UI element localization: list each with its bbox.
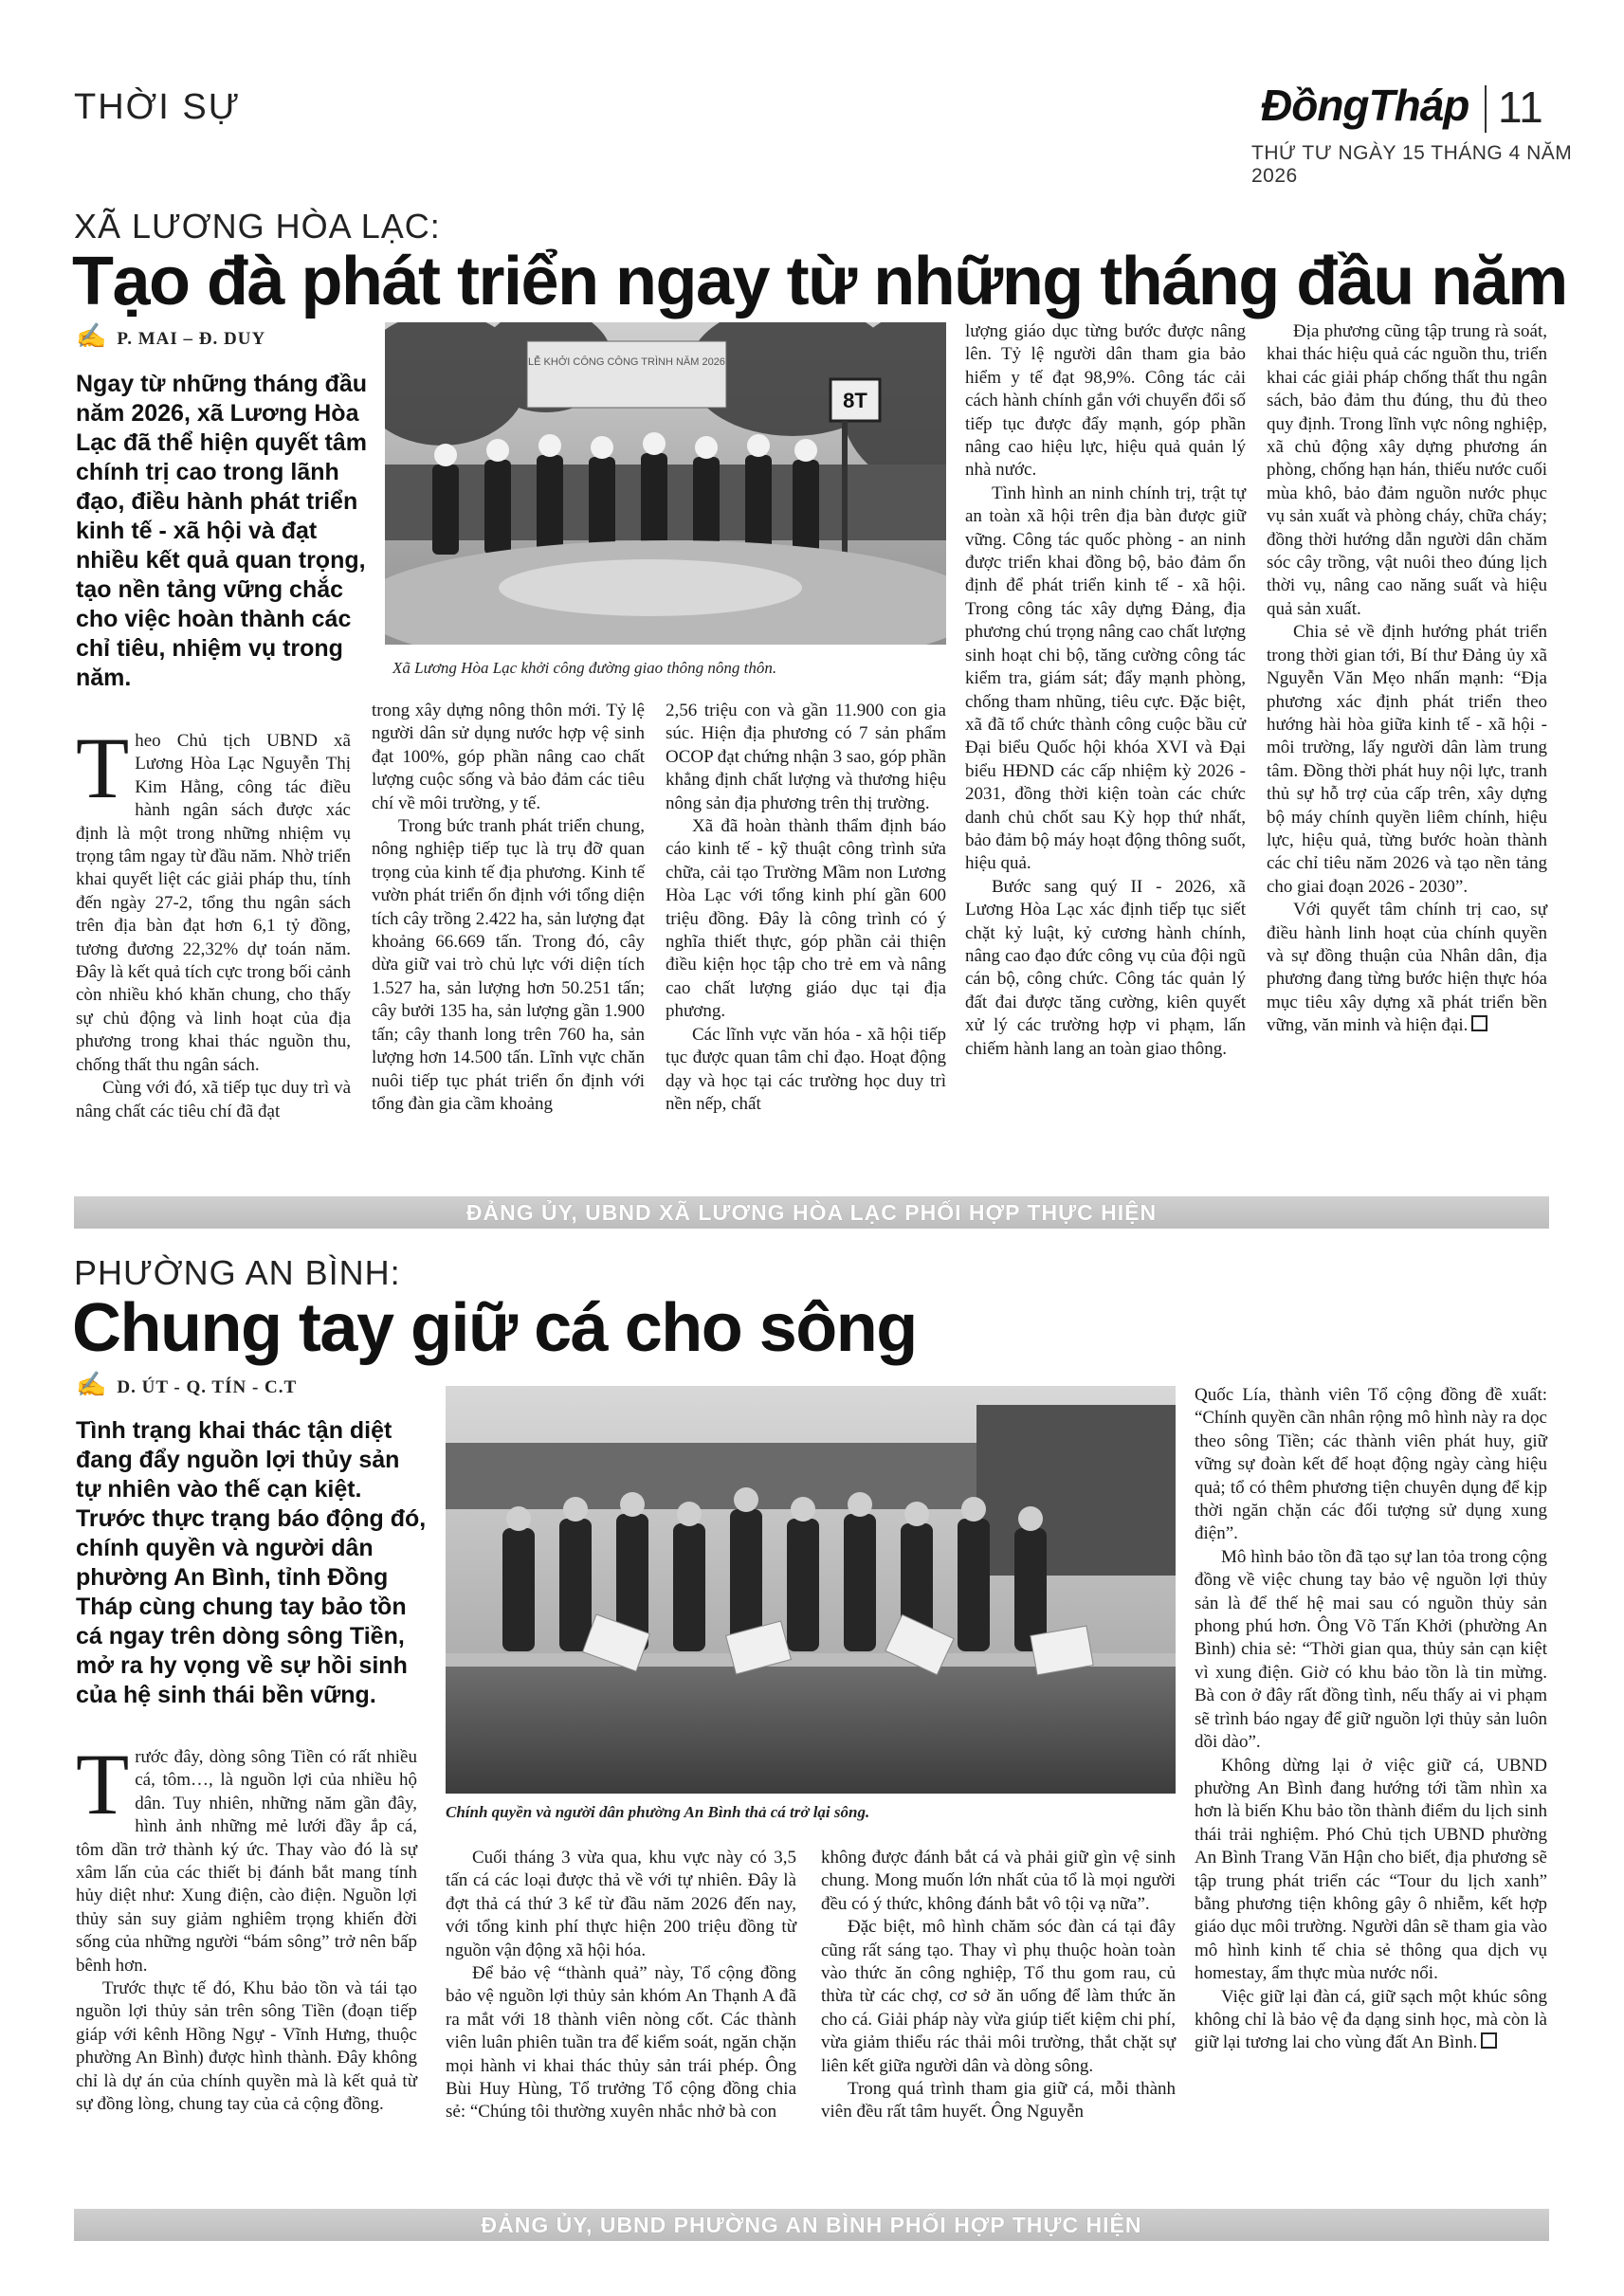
article2-author: D. ÚT - Q. TÍN - C.T [117, 1377, 298, 1397]
article2-paragraph: không được đánh bắt cá và phải giữ gìn vệ sinh chung. Mong muốn lớn nhất của tổ là mọi người đều có ý thức, không đánh bắt vô tội vạ nữa”. [821, 1848, 1176, 1914]
article1-paragraph: Địa phương cũng tập trung rà soát, khai thác hiệu quả các nguồn thu, triển khai các giải pháp chống thất thu ngân sách, bảo đảm thu đúng, thu đủ theo quy định. Trong lĩnh vực nông nghiệp, xã chủ động xây dựng phương án phòng, chống hạn hán, thiếu nước cuối mùa khô, bảo đảm nguồn nước phục vụ sản xuất và phòng cháy, chữa cháy; đồng thời hướng dẫn người dân chăm sóc cây trồng, vật nuôi theo đúng lịch thời vụ, nâng cao năng suất và hiệu quả sản xuất. [1267, 321, 1547, 619]
article1-dropcap: T [76, 720, 130, 816]
article1-column-5 [1267, 320, 1547, 1038]
article1-photo [385, 322, 946, 645]
pen-icon: ✍ [76, 322, 108, 350]
pen-icon: ✍ [76, 1371, 108, 1398]
article1-paragraph: Các lĩnh vực văn hóa - xã hội tiếp tục được quan tâm chỉ đạo. Hoạt động dạy và học tại các trường học duy trì nền nếp, chất [666, 1024, 946, 1114]
article2-byline [76, 1371, 297, 1399]
article2-lead: Tình trạng khai thác tận diệt đang đẩy nguồn lợi thủy sản tự nhiên vào thế cạn kiệt. Trước thực trạng báo động đó, chính quyền và người dân phường An Bình, tỉnh Đồng Tháp cùng chung tay bảo tồn cá ngay trên dòng sông Tiền, mở ra hy vọng về sự hồi sinh của hệ sinh thái bền vững. [76, 1417, 427, 1708]
article1-author: P. MAI – Đ. DUY [117, 329, 266, 349]
article1-column-4 [965, 320, 1246, 1061]
article1-kicker: XÃ LƯƠNG HÒA LẠC: [74, 207, 441, 246]
article1-paragraph: Với quyết tâm chính trị cao, sự điều hành linh hoạt của chính quyền và sự đồng thuận của Nhân dân, địa phương đang từng bước hiện thực hóa mục tiêu xây dựng xã phát triển bền vững, văn minh và hiện đại. [1267, 900, 1547, 1036]
section-label: THỜI SỰ [74, 87, 242, 127]
article2-paragraph: rước đây, dòng sông Tiền có rất nhiều cá, tôm…, là nguồn lợi của nhiều hộ dân. Tuy nhiên, những năm gần đây, hình ảnh những mẻ lưới đầy ắp cá, tôm dần trở thành ký ức. Thay vào đó là sự xâm lấn của các thiết bị đánh bắt mang tính hủy diệt như: Xung điện, cào điện. Nguồn lợi thủy sản suy giảm nghiêm trọng khiến đời sống của những người “bám sông” trở nên bấp bênh hơn. [76, 1747, 417, 1976]
article1-paragraph: Tình hình an ninh chính trị, trật tự an toàn xã hội trên địa bàn được giữ vững. Công tác quốc phòng - an ninh được triển khai đồng bộ, bảo đảm ổn định để phát triển kinh tế - xã hội. Trong công tác xây dựng Đảng, địa phương chú trọng nâng cao chất lượng sinh hoạt chi bộ, tăng cường công tác kiểm tra, giám sát; đẩy mạnh phòng, chống tham nhũng, tiêu cực. Đặc biệt, xã đã tổ chức thành công cuộc bầu cử Đại biểu Quốc hội khóa XVI và Đại biểu HĐND các cấp nhiệm kỳ 2026 - 2031, đồng thời kiện toàn các chức danh chủ chốt sau Kỳ họp thứ nhất, bảo đảm bộ máy hoạt động thông suốt, hiệu quả. [965, 483, 1246, 874]
article2-paragraph: Đặc biệt, mô hình chăm sóc đàn cá tại đây cũng rất sáng tạo. Thay vì phụ thuộc hoàn toàn vào thức ăn công nghiệp, Tổ thu gom rau, củ thừa từ các chợ, cơ sở ăn uống để làm thức ăn cho cá. Giải pháp này vừa giúp tiết kiệm chi phí, vừa giảm thiểu rác thải môi trường, thắt chặt sự liên kết giữa người dân và dòng sông. [821, 1917, 1176, 2076]
article2-photo [446, 1386, 1176, 1794]
sign-title: LỄ KHỞI CÔNG CÔNG TRÌNH NĂM 2026 [528, 356, 725, 368]
newspaper-logo: ĐồngTháp [1261, 81, 1469, 130]
article2-kicker: PHƯỜNG AN BÌNH: [74, 1253, 401, 1292]
article1-paragraph: trong xây dựng nông thôn mới. Tỷ lệ người dân sử dụng nước hợp vệ sinh đạt 100%, góp phần nâng cao chất lượng cuộc sống và bảo đảm các tiêu chí về môi trường, y tế. [372, 701, 645, 813]
article2-paragraph: Việc giữ lại đàn cá, giữ sạch một khúc sông không chỉ là bảo vệ đa dạng sinh học, mà còn là giữ lại tương lai cho vùng đất An Bình. [1195, 1986, 1547, 2053]
article1-paragraph: Trong bức tranh phát triển chung, nông nghiệp tiếp tục là trụ đỡ quan trọng của kinh tế địa phương. Kinh tế vườn phát triển ổn định với tổng diện tích cây trồng 2.422 ha, sản lượng đạt khoảng 66.669 tấn. Trong đó, cây dừa giữ vai trò chủ lực với diện tích 1.527 ha, sản lượng hơn 50.251 tấn; cây bưởi 135 ha, sản lượng gần 1.900 tấn; cây thanh long trên 760 ha, sản lượng hơn 14.500 tấn. Lĩnh vực chăn nuôi tiếp tục phát triển ổn định với tổng đàn gia cầm khoảng [372, 816, 645, 1114]
article1-paragraph: Xã đã hoàn thành thẩm định báo cáo kinh tế - kỹ thuật công trình sửa chữa, cải tạo Trường Mầm non Lương Hòa Lạc với tổng kinh phí gần 600 triệu đồng. Đây là công trình có ý nghĩa thiết thực, góp phần cải thiện điều kiện học tập cho trẻ em và nâng cao chất lượng giáo dục tại địa phương. [666, 816, 946, 1022]
groundbreaking-photo-icon [385, 322, 946, 645]
article2-paragraph: Cuối tháng 3 vừa qua, khu vực này có 3,5 tấn cá các loại được thả về với tự nhiên. Đây là đợt thả cá thứ 3 kể từ đầu năm 2026 đến nay, với tổng kinh phí thực hiện 200 triệu đồng từ nguồn vận động xã hội hóa. [446, 1848, 796, 1960]
article1-byline [76, 322, 265, 351]
article2-paragraph: Trước thực tế đó, Khu bảo tồn và tái tạo nguồn lợi thủy sản trên sông Tiền (đoạn tiếp giáp với kênh Hồng Ngự - Vĩnh Hưng, thuộc phường An Bình) được hình thành. Đây không chỉ là dự án của chính quyền mà là kết quả từ sự đồng lòng, chung tay của cả cộng đồng. [76, 1978, 417, 2115]
article1-sponsor-banner: ĐẢNG ỦY, UBND XÃ LƯƠNG HÒA LẠC PHỐI HỢP THỰC HIỆN [74, 1196, 1549, 1229]
header-divider [1485, 85, 1487, 133]
page-number: 11 [1498, 82, 1543, 132]
article1-paragraph: 2,56 triệu con và gần 11.900 con gia súc. Hiện địa phương có 7 sản phẩm OCOP đạt chứng nhận 3 sao, góp phần khẳng định chất lượng và thương hiệu nông sản địa phương trên thị trường. [666, 701, 946, 813]
article2-photo-caption: Chính quyền và người dân phường An Bình thả cá trở lại sông. [446, 1803, 870, 1821]
article2-column-1 [76, 1736, 417, 2117]
end-mark-icon [1481, 2032, 1497, 2049]
article2-headline: Chung tay giữ cá cho sông [72, 1290, 917, 1366]
article1-paragraph: lượng giáo dục từng bước được nâng lên. Tỷ lệ người dân tham gia bảo hiểm y tế đạt 98,9%. Công tác cải cách hành chính gắn với chuyển đổi số tiếp tục được đẩy mạnh, góp phần nâng cao hiệu lực, hiệu quả quản lý nhà nước. [965, 321, 1246, 481]
article2-column-3 [821, 1847, 1176, 2124]
article1-paragraph: Bước sang quý II - 2026, xã Lương Hòa Lạc xác định tiếp tục siết chặt kỷ luật, kỷ cương hành chính, nâng cao đạo đức công vụ của đội ngũ cán bộ, công chức. Công tác quản lý đất đai được tăng cường, kiên quyết xử lý các trường hợp vi phạm, lấn chiếm hành lang an toàn giao thông. [965, 876, 1246, 1059]
article2-paragraph: Quốc Lía, thành viên Tổ cộng đồng đề xuất: “Chính quyền cần nhân rộng mô hình này ra dọc theo sông Tiền; các thành viên phát huy, giữ vững sự đoàn kết để hoạt động ngày càng hiệu quả; tổ có thêm phương tiện chuyên dụng để kịp thời ngăn chặn các đối tượng sử dụng xung điện”. [1195, 1385, 1547, 1544]
article1-paragraph: Cùng với đó, xã tiếp tục duy trì và nâng chất các tiêu chí đã đạt [76, 1078, 351, 1121]
article2-sponsor-banner: ĐẢNG ỦY, UBND PHƯỜNG AN BÌNH PHỐI HỢP THỰC HIỆN [74, 2209, 1549, 2241]
article2-paragraph: Để bảo vệ “thành quả” này, Tổ cộng đồng bảo vệ nguồn lợi thủy sản khóm An Thạnh A đã ra mắt với 18 thành viên nòng cốt. Các thành viên luân phiên tuần tra để kiểm soát, ngăn chặn mọi hành vi khai thác thủy sản trái phép. Ông Bùi Huy Hùng, Tổ trưởng Tổ cộng đồng chia sẻ: “Chúng tôi thường xuyên nhắc nhở bà con [446, 1963, 796, 2123]
article1-column-1 [76, 720, 351, 1123]
issue-date: THỨ TƯ NGÀY 15 THÁNG 4 NĂM 2026 [1251, 142, 1573, 187]
article1-paragraph: Chia sẻ về định hướng phát triển trong thời gian tới, Bí thư Đảng ủy xã Nguyễn Văn Mẹo nhấn mạnh: “Địa phương xác định phát triển theo hướng hài hòa giữa kinh tế - xã hội - môi trường, lấy người dân làm trung tâm. Đồng thời phát huy nội lực, tranh thủ sự hỗ trợ của cấp trên, xây dựng bộ máy chính quyền liêm chính, hiệu lực, hiệu quả, từng bước hoàn thành các chỉ tiêu năm 2026 và tạo nền tảng cho giai đoạn 2026 - 2030”. [1267, 622, 1547, 897]
article2-paragraph: Mô hình bảo tồn đã tạo sự lan tỏa trong cộng đồng về việc chung tay bảo vệ nguồn lợi thủy sản là để thế hệ mai sau có nguồn thủy sản phong phú hơn. Ông Võ Tấn Khởi (phường An Bình) chia sẻ: “Thời gian qua, thủy sản cạn kiệt vì xung điện. Giờ có khu bảo tồn là tin mừng. Bà con ở đây rất đồng tình, nếu thấy ai vi phạm sẽ trình báo ngay để giữ nguồn lợi thủy sản luôn dồi dào”. [1195, 1546, 1547, 1753]
fish-release-photo-icon [446, 1386, 1176, 1794]
article2-paragraph: Trong quá trình tham gia giữ cá, mỗi thành viên đều rất tâm huyết. Ông Nguyễn [821, 2079, 1176, 2123]
article2-column-2 [446, 1847, 796, 2124]
article2-dropcap: T [76, 1736, 130, 1832]
sign-number: 8T [843, 389, 867, 412]
article1-headline: Tạo đà phát triển ngay từ những tháng đầu năm [72, 244, 1567, 319]
article1-lead: Ngay từ những tháng đầu năm 2026, xã Lương Hòa Lạc đã thể hiện quyết tâm chính trị cao trong lãnh đạo, điều hành phát triển kinh tế - xã hội và đạt nhiều kết quả quan trọng, tạo nền tảng vững chắc cho việc hoàn thành các chỉ tiêu, nhiệm vụ trong năm. [76, 371, 368, 691]
end-mark-icon [1471, 1015, 1487, 1031]
article2-column-4 [1195, 1384, 1547, 2055]
article2-paragraph: Không dừng lại ở việc giữ cá, UBND phường An Bình đang hướng tới tầm nhìn xa hơn là biến Khu bảo tồn thành điểm du lịch sinh thái trải nghiệm. Phó Chủ tịch UBND phường An Bình Trang Văn Hận cho biết, địa phương sẽ tập trung phát triển các “Tour du lịch xanh” bằng phương tiện không gây ô nhiễm, kết hợp giáo dục môi trường. Người dân sẽ tham gia vào mô hình kinh tế chia sẻ thông qua dịch vụ homestay, ẩm thực mùa nước nổi. [1195, 1755, 1547, 1984]
article1-paragraph: heo Chủ tịch UBND xã Lương Hòa Lạc Nguyễn Thị Kim Hằng, công tác điều hành ngân sách được xác định là một trong những nhiệm vụ trọng tâm ngay từ đầu năm. Nhờ triển khai quyết liệt các giải pháp thu, tính đến ngày 27-2, tổng thu ngân sách trên địa bàn đạt hơn 6,1 tỷ đồng, tương đương 22,32% dự toán năm. Đây là kết quả tích cực trong bối cảnh còn nhiều khó khăn chung, cho thấy sự chủ động và linh hoạt của địa phương trong khai thác nguồn thu, chống thất thu ngân sách. [76, 731, 351, 1075]
article1-column-3 [666, 700, 946, 1116]
article1-photo-caption: Xã Lương Hòa Lạc khởi công đường giao thông nông thôn. [392, 659, 777, 677]
article1-column-2 [372, 700, 645, 1116]
